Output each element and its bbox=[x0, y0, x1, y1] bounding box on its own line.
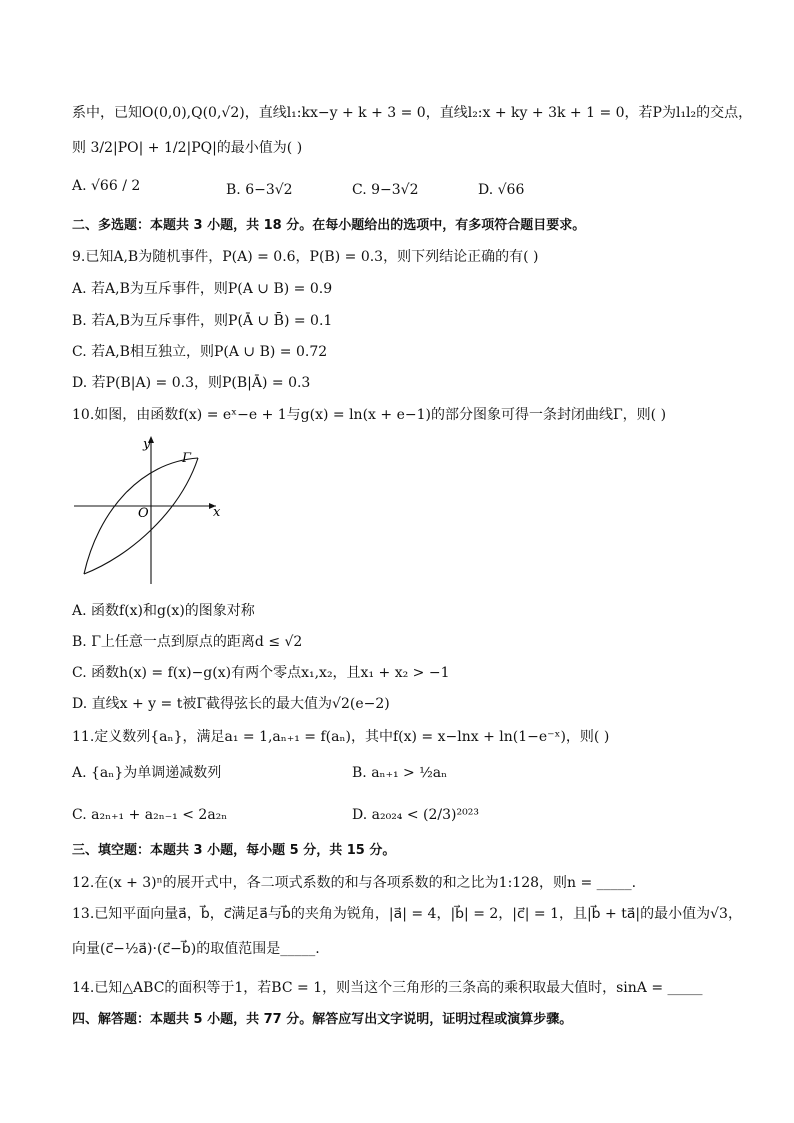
q8-option-a[interactable]: A. √66 / 2 bbox=[72, 178, 141, 194]
q8-stem-line1: 系中，已知O(0,0),Q(0,√2)，直线l₁:kx−y + k + 3 = 0，直线l₂:x + ky + 3k + 1 = 0，若P为l₁l₂的交点， bbox=[72, 105, 753, 121]
q8-option-c[interactable]: C. 9−3√2 bbox=[352, 182, 419, 198]
y-axis-label: y bbox=[143, 437, 151, 452]
q9-option-d[interactable]: D. 若P(B|A) = 0.3，则P(B|Ā) = 0.3 bbox=[72, 375, 311, 391]
q9-stem: 9.已知A,B为随机事件，P(A) = 0.6，P(B) = 0.3，则下列结论正确的有( ) bbox=[72, 249, 539, 265]
q11-option-d[interactable]: D. a₂₀₂₄ < (2/3)²⁰²³ bbox=[352, 807, 479, 823]
curve-label: Γ bbox=[182, 451, 192, 466]
q12-stem: 12.在(x + 3)ⁿ的展开式中，各二项式系数的和与各项系数的和之比为1:128，则n = _____. bbox=[72, 875, 637, 891]
q8-option-b[interactable]: B. 6−3√2 bbox=[226, 182, 293, 198]
section-4-title: 四、解答题：本题共 5 小题，共 77 分。解答应写出文字说明，证明过程或演算步骤。 bbox=[72, 1012, 573, 1027]
q14-stem: 14.已知△ABC的面积等于1，若BC = 1，则当这个三角形的三条高的乘积取最大值时，sinA = _____ bbox=[72, 980, 703, 996]
q9-option-c[interactable]: C. 若A,B相互独立，则P(A ∪ B) = 0.72 bbox=[72, 344, 328, 360]
x-axis-label: x bbox=[213, 505, 221, 520]
q11-stem: 11.定义数列{aₙ}，满足a₁ = 1,aₙ₊₁ = f(aₙ)，其中f(x) = x−lnx + ln(1−e⁻ˣ)，则( ) bbox=[72, 729, 610, 745]
section-3-title: 三、填空题：本题共 3 小题，每小题 5 分，共 15 分。 bbox=[72, 843, 396, 858]
q8-option-d[interactable]: D. √66 bbox=[478, 182, 525, 198]
q11-option-c[interactable]: C. a₂ₙ₊₁ + a₂ₙ₋₁ < 2a₂ₙ bbox=[72, 807, 228, 823]
origin-label: O bbox=[138, 506, 149, 521]
q10-option-b[interactable]: B. Γ上任意一点到原点的距离d ≤ √2 bbox=[72, 634, 303, 650]
section-2-title: 二、多选题：本题共 3 小题，共 18 分。在每小题给出的选项中，有多项符合题目要求。 bbox=[72, 218, 586, 233]
q13-stem-line1: 13.已知平面向量a⃗，b⃗，c⃗满足a⃗与b⃗的夹角为锐角，|a⃗| = 4，|b⃗| = 2，|c⃗| = 1，且|b⃗ + ta⃗|的最小值为√3， bbox=[72, 906, 742, 922]
q9-option-b[interactable]: B. 若A,B为互斥事件，则P(Ā ∪ B̄) = 0.1 bbox=[72, 313, 333, 329]
q10-stem: 10.如图，由函数f(x) = eˣ−e + 1与g(x) = ln(x + e−1)的部分图象可得一条封闭曲线Γ，则( ) bbox=[72, 407, 667, 423]
q13-stem-line2: 向量(c⃗−½a⃗)·(c⃗−b⃗)的取值范围是_____. bbox=[72, 941, 320, 957]
q11-option-b[interactable]: B. aₙ₊₁ > ½aₙ bbox=[352, 765, 448, 781]
q10-option-c[interactable]: C. 函数h(x) = f(x)−g(x)有两个零点x₁,x₂，且x₁ + x₂ > −1 bbox=[72, 665, 450, 681]
q8-stem-line2: 则 3/2|PO| + 1/2|PQ|的最小值为( ) bbox=[72, 140, 303, 156]
q9-option-a[interactable]: A. 若A,B为互斥事件，则P(A ∪ B) = 0.9 bbox=[72, 281, 333, 297]
q11-option-a[interactable]: A. {aₙ}为单调递减数列 bbox=[72, 765, 222, 781]
q10-option-d[interactable]: D. 直线x + y = t被Γ截得弦长的最大值为√2(e−2) bbox=[72, 696, 390, 712]
q10-figure bbox=[70, 432, 230, 592]
q10-option-a[interactable]: A. 函数f(x)和g(x)的图象对称 bbox=[72, 603, 255, 619]
